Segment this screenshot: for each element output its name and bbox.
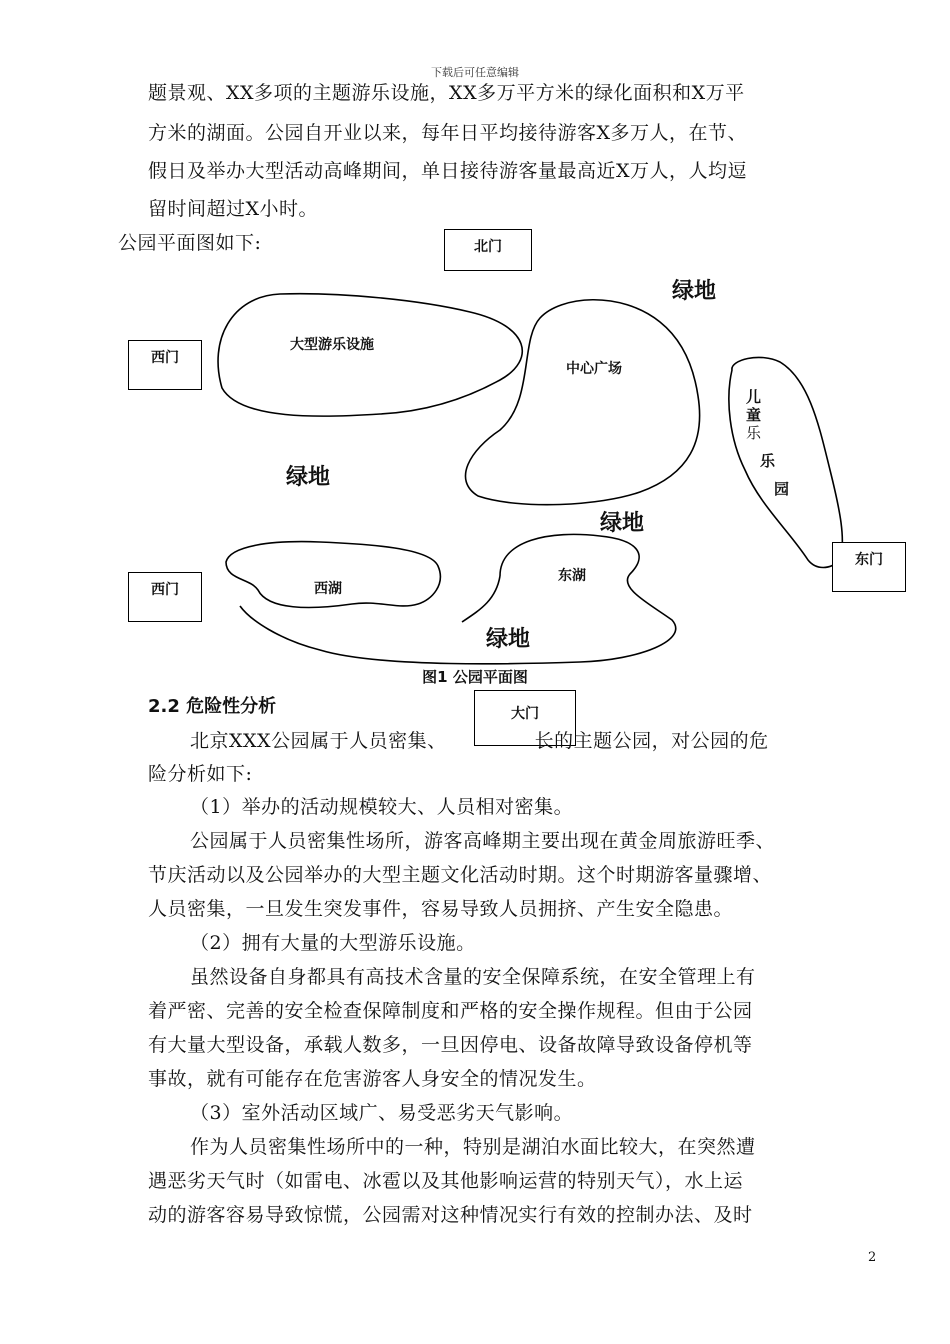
intro-line-3: 假日及举办大型活动高峰期间，单日接待游客量最高近X万人，人均逗 [148, 160, 748, 182]
green-area-s: 绿地 [486, 627, 531, 652]
body-line-1: 北京XXX公园属于人员密集、 长的主题公园，对公园的危 [190, 730, 769, 752]
page-number: 2 [868, 1250, 877, 1265]
green-area-ne: 绿地 [672, 279, 717, 304]
body-line-14: 遇恶劣天气时（如雷电、冰雹以及其他影响运营的特别天气），水上运 [148, 1170, 744, 1192]
body-line-7: （2）拥有大量的大型游乐设施。 [190, 932, 476, 954]
east-gate: 东门 [832, 542, 906, 592]
kids-char-2: 童 [746, 406, 762, 424]
west-gate-top: 西门 [128, 340, 202, 390]
kids-char-3: 乐 [746, 424, 762, 442]
plaza-label: 中心广场 [566, 361, 622, 377]
rides-label: 大型游乐设施 [290, 337, 374, 353]
figure-caption: 图1 公园平面图 [422, 668, 528, 686]
east-lake-label: 东湖 [558, 568, 586, 584]
intro-line-2: 方米的湖面。公园自开业以来，每年日平均接待游客X多万人，在节、 [148, 122, 748, 144]
body-line-9: 着严密、完善的安全检查保障制度和严格的安全操作规程。但由于公园 [148, 1000, 753, 1022]
body-line-15: 动的游客容易导致惊慌，公园需对这种情况实行有效的控制办法、及时 [148, 1204, 753, 1226]
west-lake-label: 西湖 [314, 581, 342, 597]
kids-char-5: 园 [774, 480, 790, 498]
main-gate: 大门 [474, 690, 576, 746]
body-line-12: （3）室外活动区域广、易受恶劣天气影响。 [190, 1102, 574, 1124]
kids-char-1: 儿 [746, 388, 762, 406]
body-line-10: 有大量大型设备，承载人数多，一旦因停电、设备故障导致设备停机等 [148, 1034, 753, 1056]
body-line-2: 险分析如下: [148, 763, 253, 785]
plaza-outline [465, 300, 699, 505]
green-area-e: 绿地 [600, 511, 645, 536]
body-line-5: 节庆活动以及公园举办的大型主题文化活动时期。这个时期游客量骤增、 [148, 864, 773, 886]
body-line-13: 作为人员密集性场所中的一种，特别是湖泊水面比较大，在突然遭 [190, 1136, 756, 1158]
green-area-w: 绿地 [286, 465, 331, 490]
kids-char-4: 乐 [760, 452, 776, 470]
body-line-8: 虽然设备自身都具有高技术含量的安全保障系统，在安全管理上有 [190, 966, 756, 988]
north-gate: 北门 [444, 229, 532, 271]
west-gate-bottom: 西门 [128, 572, 202, 622]
rides-outline [218, 294, 522, 417]
body-line-11: 事故，就有可能存在危害游客人身安全的情况发生。 [148, 1068, 597, 1090]
map-intro: 公园平面图如下: [118, 232, 262, 254]
section-title: 2.2 危险性分析 [148, 696, 277, 717]
east-lake-outline [240, 534, 676, 663]
page-header: 下载后可任意编辑 [431, 66, 519, 79]
intro-line-4: 留时间超过X小时。 [148, 198, 319, 220]
body-line-3: （1）举办的活动规模较大、人员相对密集。 [190, 796, 574, 818]
body-line-6: 人员密集，一旦发生突发事件，容易导致人员拥挤、产生安全隐患。 [148, 898, 734, 920]
intro-line-1: 题景观、XX多项的主题游乐设施，XX多万平方米的绿化面积和X万平 [148, 82, 745, 104]
body-line-4: 公园属于人员密集性场所，游客高峰期主要出现在黄金周旅游旺季、 [190, 830, 776, 852]
